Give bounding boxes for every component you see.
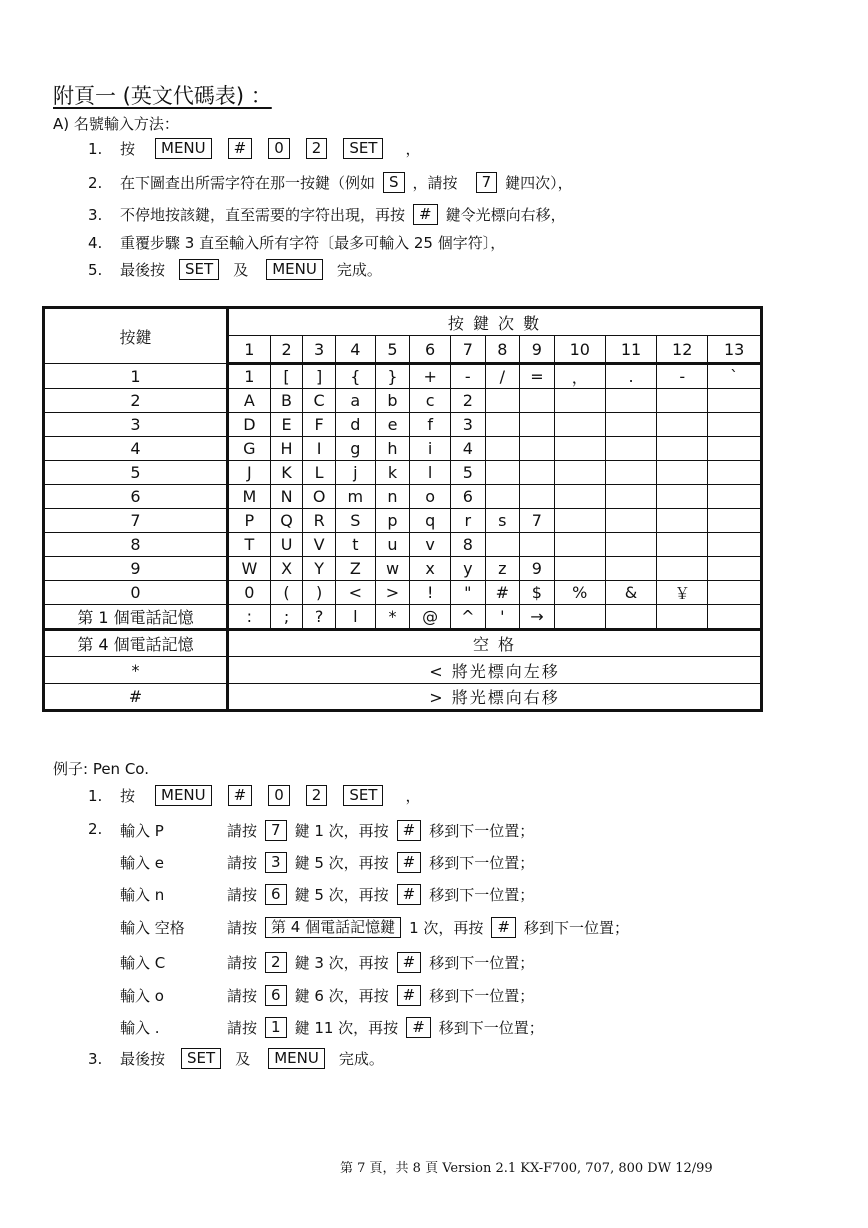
step-text: 請按 bbox=[227, 919, 258, 937]
char-cell bbox=[708, 509, 762, 533]
step-text: 鍵 5 次，再按 bbox=[294, 886, 389, 904]
char-cell: * bbox=[375, 605, 410, 630]
step-text: 鍵 5 次，再按 bbox=[294, 854, 389, 872]
char-cell: i bbox=[410, 437, 451, 461]
key-7: 7 bbox=[476, 172, 498, 193]
press-count-cell: 5 bbox=[375, 336, 410, 364]
char-cell: S bbox=[335, 509, 375, 533]
char-cell bbox=[657, 509, 708, 533]
char-cell: d bbox=[335, 413, 375, 437]
press-count-cell: 7 bbox=[451, 336, 486, 364]
key-cell: 8 bbox=[44, 533, 228, 557]
step-text: 最後按 bbox=[120, 261, 166, 279]
step-text: 鍵 11 次，再按 bbox=[294, 1019, 399, 1037]
char-cell: t bbox=[335, 533, 375, 557]
char-cell: V bbox=[303, 533, 336, 557]
char-cell bbox=[605, 605, 656, 630]
char-cell: ` bbox=[708, 364, 762, 389]
char-cell bbox=[554, 605, 605, 630]
step-2 bbox=[88, 172, 573, 193]
char-cell: h bbox=[375, 437, 410, 461]
key-hash: # bbox=[397, 952, 422, 973]
step-3 bbox=[88, 204, 566, 225]
char-cell: X bbox=[270, 557, 303, 581]
key-cell: 4 bbox=[44, 437, 228, 461]
char-cell bbox=[708, 461, 762, 485]
step-text: 不停地按該鍵，直至需要的字符出現，再按 bbox=[120, 206, 406, 224]
key-cell: 2 bbox=[44, 389, 228, 413]
table-row bbox=[44, 364, 762, 389]
step-text: 鍵 6 次，再按 bbox=[294, 987, 389, 1005]
char-cell: ( bbox=[270, 581, 303, 605]
step-number: 2. bbox=[88, 173, 103, 192]
press-count-cell: 10 bbox=[554, 336, 605, 364]
step-text: 及 bbox=[235, 1050, 251, 1068]
char-cell bbox=[657, 437, 708, 461]
char-cell: U bbox=[270, 533, 303, 557]
char-cell: 2 bbox=[451, 389, 486, 413]
char-cell: m bbox=[335, 485, 375, 509]
key-cell: * bbox=[44, 657, 228, 684]
char-cell: p bbox=[375, 509, 410, 533]
step-text: 請按 bbox=[227, 1019, 258, 1037]
table-row bbox=[44, 533, 762, 557]
char-cell: 3 bbox=[451, 413, 486, 437]
char-cell bbox=[657, 605, 708, 630]
press-count-cell: 6 bbox=[410, 336, 451, 364]
char-cell: z bbox=[485, 557, 520, 581]
char-cell bbox=[605, 413, 656, 437]
char-cell: 0 bbox=[228, 581, 271, 605]
step-text: 請按 bbox=[227, 822, 258, 840]
key-set: SET bbox=[343, 785, 383, 806]
char-cell: - bbox=[657, 364, 708, 389]
key-box: 2 bbox=[265, 952, 287, 973]
char-cell: E bbox=[270, 413, 303, 437]
char-cell: " bbox=[451, 581, 486, 605]
char-cell bbox=[520, 437, 555, 461]
step-number: 4. bbox=[88, 233, 103, 252]
char-cell: I bbox=[303, 437, 336, 461]
char-cell bbox=[520, 533, 555, 557]
char-cell: } bbox=[375, 364, 410, 389]
step-number: 3. bbox=[88, 1049, 103, 1068]
step-5 bbox=[88, 259, 382, 280]
char-cell bbox=[554, 509, 605, 533]
table-row bbox=[44, 557, 762, 581]
key-0: 0 bbox=[268, 785, 290, 806]
step-number: 5. bbox=[88, 260, 103, 279]
step-1 bbox=[88, 138, 421, 159]
key-hash: # bbox=[406, 1017, 431, 1038]
char-cell bbox=[554, 437, 605, 461]
step-text: ，請按 bbox=[412, 174, 458, 192]
char-cell: e bbox=[375, 413, 410, 437]
step-text: 鍵 3 次，再按 bbox=[294, 954, 389, 972]
key-set: SET bbox=[343, 138, 383, 159]
char-cell: L bbox=[303, 461, 336, 485]
char-cell: y bbox=[451, 557, 486, 581]
step-text: 重覆步驟 3 直至輸入所有字符〔最多可輸入 25 個字符〕， bbox=[120, 234, 506, 252]
input-label: 輸入 n bbox=[120, 886, 165, 904]
char-cell bbox=[657, 413, 708, 437]
step-number: 3. bbox=[88, 205, 103, 224]
char-cell: Z bbox=[335, 557, 375, 581]
step-text: 鍵令光標向右移， bbox=[445, 206, 566, 224]
table-row bbox=[44, 389, 762, 413]
char-cell: ] bbox=[303, 364, 336, 389]
char-cell: a bbox=[335, 389, 375, 413]
char-cell bbox=[554, 389, 605, 413]
char-cell: - bbox=[451, 364, 486, 389]
example-input-line bbox=[120, 1017, 544, 1038]
char-cell bbox=[605, 389, 656, 413]
table-row bbox=[44, 413, 762, 437]
step-text: 鍵四次）， bbox=[505, 174, 573, 192]
char-cell: 8 bbox=[451, 533, 486, 557]
step-text: 移到下一位置； bbox=[438, 1019, 544, 1037]
char-cell: f bbox=[410, 413, 451, 437]
key-hash: # bbox=[491, 917, 516, 938]
char-cell bbox=[485, 461, 520, 485]
char-cell bbox=[657, 485, 708, 509]
char-cell: H bbox=[270, 437, 303, 461]
char-cell: % bbox=[554, 581, 605, 605]
char-cell: 5 bbox=[451, 461, 486, 485]
char-cell bbox=[520, 461, 555, 485]
press-count-cell: 9 bbox=[520, 336, 555, 364]
key-box: 1 bbox=[265, 1017, 287, 1038]
step-number: 1. bbox=[88, 786, 103, 805]
table-row bbox=[44, 461, 762, 485]
char-cell: > bbox=[375, 581, 410, 605]
char-cell bbox=[605, 485, 656, 509]
char-cell: : bbox=[228, 605, 271, 630]
char-cell: # bbox=[485, 581, 520, 605]
char-cell: ? bbox=[303, 605, 336, 630]
example-input-line bbox=[120, 985, 534, 1006]
char-cell bbox=[554, 485, 605, 509]
press-count-cell: 1 bbox=[228, 336, 271, 364]
char-cell: / bbox=[485, 364, 520, 389]
char-cell: q bbox=[410, 509, 451, 533]
step-text: 請按 bbox=[227, 987, 258, 1005]
table-row bbox=[44, 657, 762, 684]
step-text: ， bbox=[405, 140, 421, 158]
key-set: SET bbox=[181, 1048, 221, 1069]
step-text: 移到下一位置； bbox=[429, 987, 535, 1005]
char-cell: l bbox=[335, 605, 375, 630]
char-cell: @ bbox=[410, 605, 451, 630]
key-hash: # bbox=[228, 138, 253, 159]
char-cell: P bbox=[228, 509, 271, 533]
char-cell bbox=[485, 437, 520, 461]
char-cell: & bbox=[605, 581, 656, 605]
char-cell bbox=[708, 581, 762, 605]
char-cell: c bbox=[410, 389, 451, 413]
char-cell bbox=[708, 413, 762, 437]
char-cell: . bbox=[605, 364, 656, 389]
key-cell: 第 1 個電話記憶 bbox=[44, 605, 228, 630]
example-input-line bbox=[120, 884, 534, 905]
key-cell: 6 bbox=[44, 485, 228, 509]
char-cell bbox=[485, 533, 520, 557]
key-cell: 3 bbox=[44, 413, 228, 437]
char-cell: D bbox=[228, 413, 271, 437]
char-cell bbox=[708, 533, 762, 557]
example-step-1 bbox=[88, 785, 421, 806]
step-text: 請按 bbox=[227, 954, 258, 972]
char-cell: A bbox=[228, 389, 271, 413]
example-label: 例子: Pen Co. bbox=[53, 760, 149, 778]
key-s: S bbox=[383, 172, 405, 193]
key-menu: MENU bbox=[268, 1048, 325, 1069]
press-count-cell: 13 bbox=[708, 336, 762, 364]
char-cell bbox=[708, 605, 762, 630]
key-hash: # bbox=[397, 884, 422, 905]
key-cell: 7 bbox=[44, 509, 228, 533]
key-box: 7 bbox=[265, 820, 287, 841]
span-description-cell: < 將光標向左移 bbox=[228, 657, 762, 684]
char-cell: v bbox=[410, 533, 451, 557]
key-box: 6 bbox=[265, 985, 287, 1006]
char-cell: k bbox=[375, 461, 410, 485]
char-cell: Q bbox=[270, 509, 303, 533]
table-row bbox=[44, 437, 762, 461]
char-cell bbox=[708, 389, 762, 413]
char-cell: ' bbox=[485, 605, 520, 630]
char-cell bbox=[708, 437, 762, 461]
key-cell: 第 4 個電話記憶 bbox=[44, 630, 228, 657]
step-text: 移到下一位置； bbox=[429, 854, 535, 872]
char-cell: g bbox=[335, 437, 375, 461]
char-cell: ) bbox=[303, 581, 336, 605]
key-box: 3 bbox=[265, 852, 287, 873]
step-4 bbox=[88, 232, 505, 253]
char-cell: w bbox=[375, 557, 410, 581]
char-cell: 9 bbox=[520, 557, 555, 581]
char-cell: { bbox=[335, 364, 375, 389]
key-2: 2 bbox=[306, 138, 328, 159]
char-cell: 7 bbox=[520, 509, 555, 533]
char-cell bbox=[520, 389, 555, 413]
char-cell: ! bbox=[410, 581, 451, 605]
char-cell: s bbox=[485, 509, 520, 533]
char-cell bbox=[485, 413, 520, 437]
step-text: 鍵 1 次，再按 bbox=[294, 822, 389, 840]
char-cell: = bbox=[520, 364, 555, 389]
press-count-cell: 12 bbox=[657, 336, 708, 364]
char-cell: 4 bbox=[451, 437, 486, 461]
char-cell bbox=[708, 485, 762, 509]
section-a-heading: A) 名號輸入方法： bbox=[53, 115, 179, 133]
press-count-cell: 11 bbox=[605, 336, 656, 364]
key-box: 第 4 個電話記憶鍵 bbox=[265, 917, 401, 938]
char-cell: [ bbox=[270, 364, 303, 389]
step-text: 在下圖查出所需字符在那一按鍵（例如 bbox=[120, 174, 376, 192]
char-cell bbox=[657, 389, 708, 413]
key-cell: 9 bbox=[44, 557, 228, 581]
step-text: 按 bbox=[120, 140, 136, 158]
char-cell bbox=[657, 461, 708, 485]
table-row bbox=[44, 485, 762, 509]
key-column-header: 按鍵 bbox=[44, 308, 228, 364]
char-cell: T bbox=[228, 533, 271, 557]
key-cell: 1 bbox=[44, 364, 228, 389]
char-cell: R bbox=[303, 509, 336, 533]
step-text: 1 次，再按 bbox=[409, 919, 484, 937]
step-number: 2. bbox=[88, 820, 103, 838]
step-text: 完成。 bbox=[336, 261, 382, 279]
char-cell bbox=[554, 533, 605, 557]
char-cell: ， bbox=[554, 364, 605, 389]
char-cell bbox=[520, 485, 555, 509]
char-cell bbox=[554, 461, 605, 485]
char-cell bbox=[605, 461, 656, 485]
char-cell bbox=[657, 557, 708, 581]
character-code-table bbox=[42, 306, 763, 712]
step-text: ， bbox=[405, 787, 421, 805]
char-cell bbox=[485, 485, 520, 509]
input-label: 輸入 P bbox=[120, 822, 164, 840]
char-cell: l bbox=[410, 461, 451, 485]
char-cell bbox=[657, 533, 708, 557]
table-row bbox=[44, 581, 762, 605]
step-text: 請按 bbox=[227, 854, 258, 872]
step-text: 完成。 bbox=[338, 1050, 384, 1068]
step-number: 1. bbox=[88, 139, 103, 158]
step-text: 最後按 bbox=[120, 1050, 166, 1068]
char-cell: F bbox=[303, 413, 336, 437]
input-label: 輸入 e bbox=[120, 854, 164, 872]
key-cell: # bbox=[44, 684, 228, 711]
key-cell: 0 bbox=[44, 581, 228, 605]
page-footer: 第 7 頁，共 8 頁 Version 2.1 KX-F700, 707, 800 DW 12/99 bbox=[340, 1161, 713, 1176]
char-cell: 6 bbox=[451, 485, 486, 509]
table-row bbox=[44, 630, 762, 657]
key-menu: MENU bbox=[266, 259, 323, 280]
example-input-line bbox=[120, 820, 534, 841]
press-count-cell: 2 bbox=[270, 336, 303, 364]
key-hash: # bbox=[228, 785, 253, 806]
key-cell: 5 bbox=[44, 461, 228, 485]
char-cell: W bbox=[228, 557, 271, 581]
char-cell: o bbox=[410, 485, 451, 509]
char-cell: b bbox=[375, 389, 410, 413]
example-input-line bbox=[120, 952, 534, 973]
step-text: 移到下一位置； bbox=[429, 954, 535, 972]
char-cell: j bbox=[335, 461, 375, 485]
key-menu: MENU bbox=[155, 138, 212, 159]
char-cell bbox=[605, 533, 656, 557]
char-cell: n bbox=[375, 485, 410, 509]
span-description-cell: 空 格 bbox=[228, 630, 762, 657]
example-step-3 bbox=[88, 1048, 384, 1069]
char-cell: N bbox=[270, 485, 303, 509]
char-cell: → bbox=[520, 605, 555, 630]
char-cell: J bbox=[228, 461, 271, 485]
table-row bbox=[44, 605, 762, 630]
step-text: 移到下一位置； bbox=[524, 919, 630, 937]
key-set: SET bbox=[179, 259, 219, 280]
char-cell: ^ bbox=[451, 605, 486, 630]
key-2: 2 bbox=[306, 785, 328, 806]
key-hash: # bbox=[413, 204, 438, 225]
press-count-header: 按 鍵 次 數 bbox=[228, 308, 762, 336]
char-cell: + bbox=[410, 364, 451, 389]
input-label: 輸入 C bbox=[120, 954, 166, 972]
key-box: 6 bbox=[265, 884, 287, 905]
char-cell: O bbox=[303, 485, 336, 509]
char-cell: x bbox=[410, 557, 451, 581]
key-hash: # bbox=[397, 985, 422, 1006]
input-label: 輸入 . bbox=[120, 1019, 160, 1037]
char-cell: B bbox=[270, 389, 303, 413]
span-description-cell: > 將光標向右移 bbox=[228, 684, 762, 711]
step-text: 移到下一位置； bbox=[429, 886, 535, 904]
char-cell bbox=[554, 413, 605, 437]
press-count-cell: 4 bbox=[335, 336, 375, 364]
char-cell: u bbox=[375, 533, 410, 557]
char-cell: G bbox=[228, 437, 271, 461]
table-row bbox=[44, 684, 762, 711]
char-cell bbox=[605, 437, 656, 461]
step-text: 按 bbox=[120, 787, 136, 805]
input-label: 輸入 空格 bbox=[120, 919, 185, 937]
key-menu: MENU bbox=[155, 785, 212, 806]
step-text: 及 bbox=[233, 261, 249, 279]
char-cell bbox=[708, 557, 762, 581]
char-cell: Y bbox=[303, 557, 336, 581]
char-cell: C bbox=[303, 389, 336, 413]
char-cell bbox=[605, 557, 656, 581]
step-text: 移到下一位置； bbox=[429, 822, 535, 840]
table-row bbox=[44, 509, 762, 533]
char-cell: ￥ bbox=[657, 581, 708, 605]
char-cell: < bbox=[335, 581, 375, 605]
char-cell bbox=[485, 389, 520, 413]
char-cell: $ bbox=[520, 581, 555, 605]
key-0: 0 bbox=[268, 138, 290, 159]
char-cell: ; bbox=[270, 605, 303, 630]
example-input-line bbox=[120, 917, 629, 938]
char-cell bbox=[554, 557, 605, 581]
key-hash: # bbox=[397, 820, 422, 841]
press-count-cell: 8 bbox=[485, 336, 520, 364]
key-hash: # bbox=[397, 852, 422, 873]
char-cell: 1 bbox=[228, 364, 271, 389]
example-input-line bbox=[120, 852, 534, 873]
char-cell bbox=[605, 509, 656, 533]
input-label: 輸入 o bbox=[120, 987, 164, 1005]
char-cell bbox=[520, 413, 555, 437]
char-cell: r bbox=[451, 509, 486, 533]
press-count-cell: 3 bbox=[303, 336, 336, 364]
char-cell: M bbox=[228, 485, 271, 509]
page-title: 附頁一 (英文代碼表) ： bbox=[53, 84, 272, 108]
char-cell: K bbox=[270, 461, 303, 485]
step-text: 請按 bbox=[227, 886, 258, 904]
